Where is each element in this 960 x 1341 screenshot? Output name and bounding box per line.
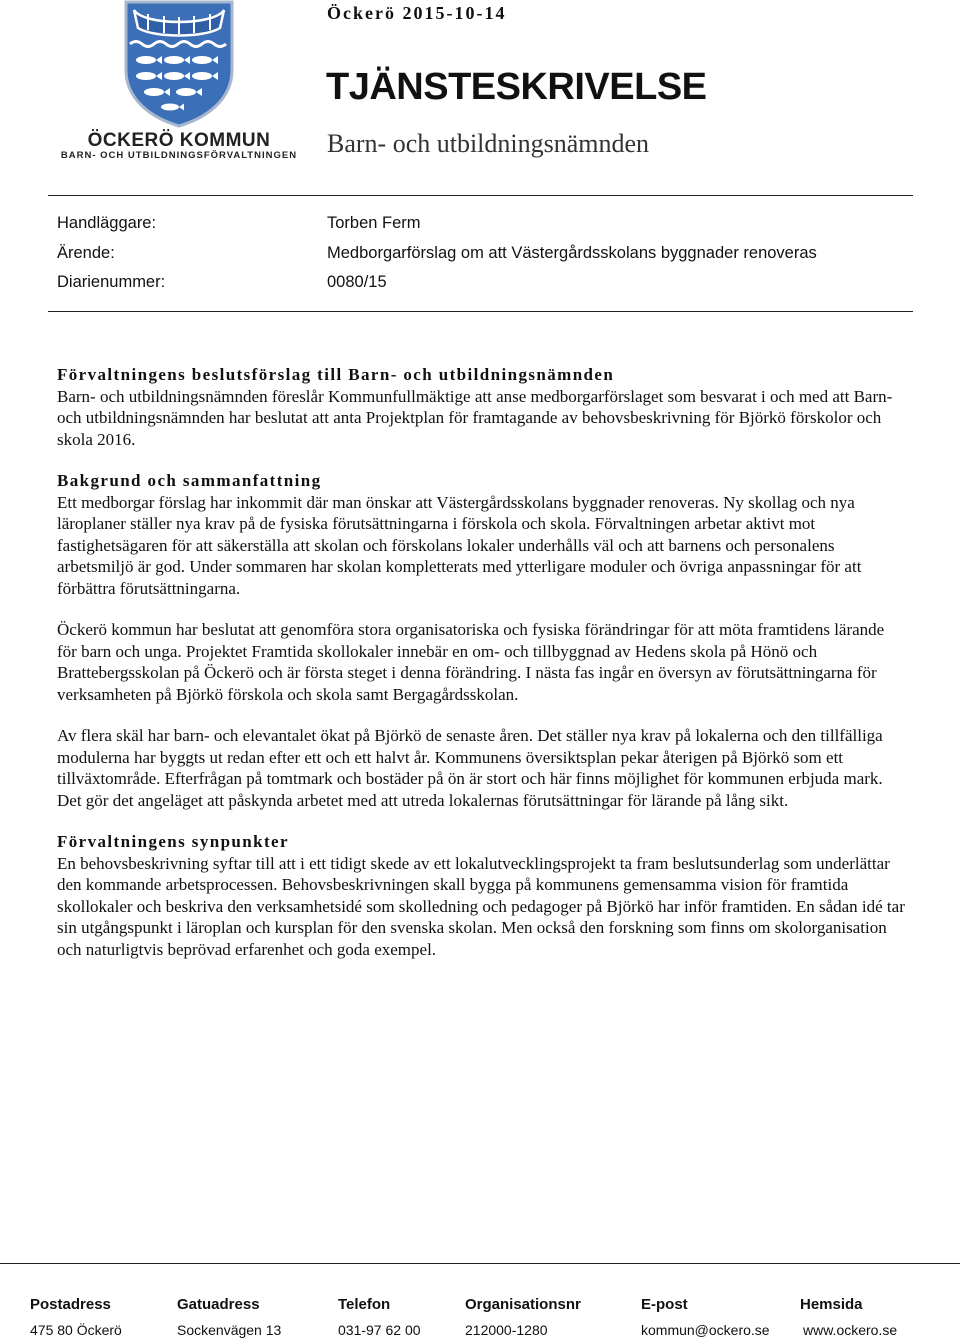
proposal-heading: Förvaltningens beslutsförslag till Barn- och utbildningsnämnden bbox=[57, 365, 615, 384]
footer-street-value: Sockenvägen 13 bbox=[177, 1322, 282, 1338]
handler-label: Handläggare: bbox=[57, 214, 157, 232]
background-paragraph-2: Öckerö kommun har beslutat att genomföra stora organisatoriska och fysiska förändringar för att möta framtidens lärande för barn och unga. Projektet Framtida skollokaler innebär en om- och tillbyggnad av Hedens skola på Hönö och Brattebergsskolan på Öckerö och är första steget i denna förändring. I nästa fas ingår en översyn av förutsättningarna för verksamheten på Björkö förskola och skola samt Bergagårdsskolan. bbox=[57, 620, 885, 704]
logo-name: ÖCKERÖ KOMMUN bbox=[87, 130, 271, 151]
registry-number-value: 0080/15 bbox=[327, 273, 387, 291]
footer-postal-label: Postadress bbox=[30, 1296, 111, 1313]
coat-of-arms-icon bbox=[124, 0, 234, 128]
registry-number-label: Diarienummer: bbox=[57, 273, 166, 291]
viewpoints-heading: Förvaltningens synpunkter bbox=[57, 832, 289, 851]
document-subtitle: Barn- och utbildningsnämnden bbox=[327, 129, 650, 158]
document-body bbox=[57, 364, 907, 980]
document-title: TJÄNSTESKRIVELSE bbox=[326, 66, 707, 108]
footer-email-label: E-post bbox=[641, 1296, 688, 1313]
footer-website-link[interactable]: www.ockero.se bbox=[803, 1322, 898, 1338]
municipality-logo bbox=[58, 0, 300, 165]
footer-phone-value: 031-97 62 00 bbox=[338, 1322, 421, 1338]
footer-org-value: 212000-1280 bbox=[465, 1322, 548, 1338]
footer-website-label: Hemsida bbox=[800, 1296, 863, 1313]
header-divider bbox=[48, 195, 913, 196]
handler-value: Torben Ferm bbox=[327, 214, 421, 232]
viewpoints-text: En behovsbeskrivning syftar till att i ett tidigt skede av ett lokalutvecklingsprojekt ta fram beslutsunderlag som underlättar den kommande arbetsprocessen. Behovsbeskrivningen skall bygga på kommunens gemensamma vision för framtida skollokaler och beskriva den verksamhetsidé som skolledning och pedagoger på Björkö har inför framtiden. En sådan idé tar sin utgångspunkt i läroplan och kursplan för den svenska skolan. Men också den forskning som finns om skolorganisation och naturligtvis beprövad erfarenhet och goda exempel. bbox=[57, 853, 905, 959]
background-heading: Bakgrund och sammanfattning bbox=[57, 471, 322, 490]
footer-postal-value: 475 80 Öckerö bbox=[30, 1322, 122, 1338]
case-value: Medborgarförslag om att Västergårdsskolans byggnader renoveras bbox=[327, 244, 817, 262]
meta-divider bbox=[48, 311, 913, 312]
background-paragraph-3: Av flera skäl har barn- och elevantalet ökat på Björkö de senaste åren. Det ställer nya krav på lokalerna och den tillfälliga modulerna har byggts ut redan efter ett och ett halvt år. Kommunens översiktsplan pekar återigen på Björkö som ett tillväxtområde. Efterfrågan på tomtmark och bostäder på ön är stort och här finns möjlighet för kommunen erbjuda mark. Det gör det angeläget att påskynda arbetet med att utreda lokalernas förutsättningar för lärande på lång sikt. bbox=[57, 726, 883, 810]
document-date: Öckerö 2015-10-14 bbox=[327, 3, 507, 23]
footer-org-label: Organisationsnr bbox=[465, 1296, 581, 1313]
footer-divider bbox=[0, 1263, 960, 1264]
footer-street-label: Gatuadress bbox=[177, 1296, 260, 1313]
proposal-text: Barn- och utbildningsnämnden föreslår Kommunfullmäktige att anse medborgarförslaget som besvarat i och med att Barn- och utbildningsnämnden har beslutat att anta Projektplan för framtagande av behovsbeskrivning för Björkö förskolor och skola 2016. bbox=[57, 386, 893, 449]
case-label: Ärende: bbox=[57, 244, 115, 262]
footer-phone-label: Telefon bbox=[338, 1296, 391, 1313]
footer-email-link[interactable]: kommun@ockero.se bbox=[641, 1322, 770, 1338]
background-paragraph-1: Ett medborgar förslag har inkommit där man önskar att Västergårdsskolans byggnader renoveras. Ny skollag och nya läroplaner ställer nya krav på de fysiska förutsättningarna i förskola och skola. Förvaltningen arbetar aktivt mot fastighetsägaren för att säkerställa att skolan och förskolans lokaler underhålls väl och att barnens och personalens arbetsmiljö är god. Under sommaren har skolan kompletterats med ytterligare moduler och övriga anpassningar för att förbättra förutsättningarna. bbox=[57, 492, 862, 598]
logo-department: BARN- OCH UTBILDNINGSFÖRVALTNINGEN bbox=[60, 150, 298, 161]
